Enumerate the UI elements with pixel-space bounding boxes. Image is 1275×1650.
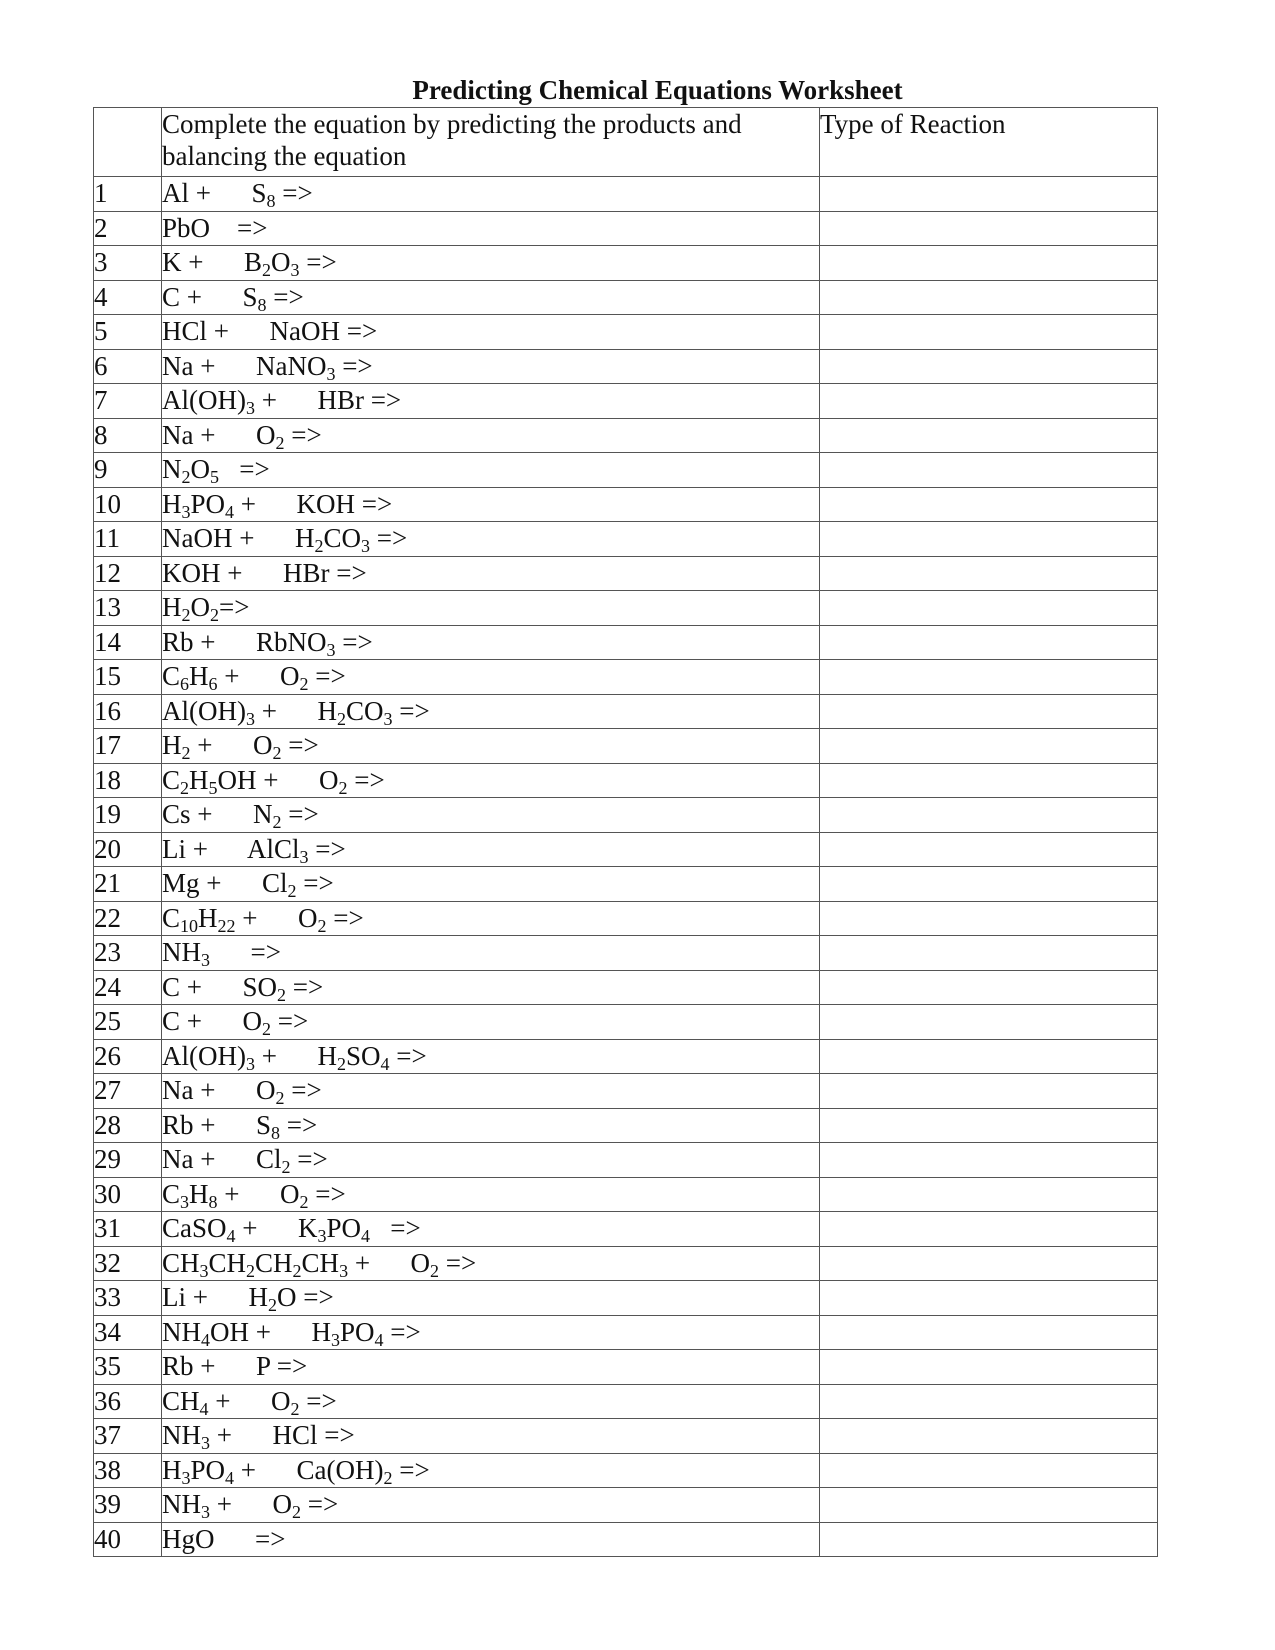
table-row: [94, 418, 1158, 453]
table-row: [94, 1108, 1158, 1143]
row-number: 33: [94, 1281, 162, 1316]
equation-cell: Rb + RbNO$_3$ =>: [162, 625, 820, 660]
reaction-type-cell[interactable]: [820, 1039, 1158, 1074]
row-number: 21: [94, 867, 162, 902]
reaction-type-cell[interactable]: [820, 1384, 1158, 1419]
equation-cell: Cs + $N_2$ =>: [162, 798, 820, 833]
equation-cell: C + $SO_2$ =>: [162, 970, 820, 1005]
row-number: 8: [94, 418, 162, 453]
table-row: [94, 1281, 1158, 1316]
reaction-type-cell[interactable]: [820, 1281, 1158, 1316]
table-row: [94, 1039, 1158, 1074]
table-row: [94, 177, 1158, 212]
reaction-type-cell[interactable]: [820, 901, 1158, 936]
equation-cell: HCl + NaOH =>: [162, 315, 820, 350]
reaction-type-cell[interactable]: [820, 867, 1158, 902]
table-row: [94, 729, 1158, 764]
table-row: [94, 798, 1158, 833]
table-row: [94, 1246, 1158, 1281]
reaction-type-cell[interactable]: [820, 729, 1158, 764]
reaction-type-cell[interactable]: [820, 1074, 1158, 1109]
equation-cell: Li + $H_2O$ =>: [162, 1281, 820, 1316]
equation-cell: Mg + $Cl_2$ =>: [162, 867, 820, 902]
equation-cell: $NH_3$ =>: [162, 936, 820, 971]
row-number: 14: [94, 625, 162, 660]
row-number: 24: [94, 970, 162, 1005]
reaction-type-cell[interactable]: [820, 315, 1158, 350]
reaction-type-cell[interactable]: [820, 1177, 1158, 1212]
table-header-row: [94, 108, 1158, 177]
reaction-type-cell[interactable]: [820, 694, 1158, 729]
reaction-type-cell[interactable]: [820, 453, 1158, 488]
row-number: 37: [94, 1419, 162, 1454]
reaction-type-cell[interactable]: [820, 487, 1158, 522]
equation-cell: $CH_3CH_2CH_2CH_3$ + $O_2$ =>: [162, 1246, 820, 1281]
table-row: [94, 936, 1158, 971]
table-row: [94, 832, 1158, 867]
header-number-cell: [94, 108, 162, 177]
equation-cell: Na + $O_2$ =>: [162, 1074, 820, 1109]
table-row: [94, 315, 1158, 350]
reaction-type-cell[interactable]: [820, 384, 1158, 419]
reaction-type-cell[interactable]: [820, 763, 1158, 798]
equation-cell: C + $S_8$ =>: [162, 280, 820, 315]
equation-cell: C + $O_2$ =>: [162, 1005, 820, 1040]
equation-cell: K + $B_2O_3$ =>: [162, 246, 820, 281]
equation-cell: $NH_3$ + HCl =>: [162, 1419, 820, 1454]
reaction-type-cell[interactable]: [820, 349, 1158, 384]
reaction-type-cell[interactable]: [820, 1453, 1158, 1488]
row-number: 1: [94, 177, 162, 212]
row-number: 27: [94, 1074, 162, 1109]
table-row: [94, 625, 1158, 660]
row-number: 29: [94, 1143, 162, 1178]
table-row: [94, 211, 1158, 246]
reaction-type-cell[interactable]: [820, 211, 1158, 246]
row-number: 26: [94, 1039, 162, 1074]
row-number: 15: [94, 660, 162, 695]
equation-cell: NaOH + $H_2CO_3$ =>: [162, 522, 820, 557]
row-number: 19: [94, 798, 162, 833]
table-row: [94, 280, 1158, 315]
table-row: [94, 1143, 1158, 1178]
reaction-type-cell[interactable]: [820, 246, 1158, 281]
table-row: [94, 522, 1158, 557]
row-number: 30: [94, 1177, 162, 1212]
row-number: 2: [94, 211, 162, 246]
reaction-type-cell[interactable]: [820, 177, 1158, 212]
worksheet-title: [0, 74, 1275, 106]
reaction-type-cell[interactable]: [820, 1212, 1158, 1247]
equation-cell: $C_2H_5OH$ + $O_2$ =>: [162, 763, 820, 798]
header-type-cell: Type of Reaction: [820, 108, 1158, 177]
equation-cell: $NH_4OH$ + $H_3PO_4$ =>: [162, 1315, 820, 1350]
row-number: 40: [94, 1522, 162, 1557]
row-number: 16: [94, 694, 162, 729]
row-number: 20: [94, 832, 162, 867]
row-number: 10: [94, 487, 162, 522]
reaction-type-cell[interactable]: [820, 1522, 1158, 1557]
table-row: [94, 660, 1158, 695]
reaction-type-cell[interactable]: [820, 1488, 1158, 1523]
reaction-type-cell[interactable]: [820, 1005, 1158, 1040]
worksheet-title-text: Predicting Chemical Equations Worksheet: [412, 75, 903, 105]
table-row: [94, 349, 1158, 384]
row-number: 9: [94, 453, 162, 488]
table-row: [94, 867, 1158, 902]
equation-cell: $Al(OH)_3$ + HBr =>: [162, 384, 820, 419]
row-number: 36: [94, 1384, 162, 1419]
row-number: 12: [94, 556, 162, 591]
reaction-type-cell[interactable]: [820, 522, 1158, 557]
row-number: 5: [94, 315, 162, 350]
table-row: [94, 763, 1158, 798]
table-row: [94, 384, 1158, 419]
row-number: 17: [94, 729, 162, 764]
row-number: 11: [94, 522, 162, 557]
reaction-type-cell[interactable]: [820, 1315, 1158, 1350]
row-number: 7: [94, 384, 162, 419]
equation-cell: Rb + $S_8$ =>: [162, 1108, 820, 1143]
equation-cell: $Al(OH)_3$ + $H_2SO_4$ =>: [162, 1039, 820, 1074]
equation-cell: $N_2O_5$ =>: [162, 453, 820, 488]
table-row: [94, 487, 1158, 522]
equations-table: [93, 107, 1158, 1557]
table-row: [94, 1419, 1158, 1454]
equation-cell: Li + AlCl$_3$ =>: [162, 832, 820, 867]
table-row: [94, 901, 1158, 936]
row-number: 3: [94, 246, 162, 281]
reaction-type-cell[interactable]: [820, 591, 1158, 626]
row-number: 28: [94, 1108, 162, 1143]
table-row: [94, 1522, 1158, 1557]
table-row: [94, 694, 1158, 729]
reaction-type-cell[interactable]: [820, 798, 1158, 833]
reaction-type-cell[interactable]: [820, 625, 1158, 660]
table-row: [94, 1453, 1158, 1488]
equation-cell: Na + NaNO$_3$ =>: [162, 349, 820, 384]
equation-cell: $Al(OH)_3$ + $H_2CO_3$ =>: [162, 694, 820, 729]
row-number: 6: [94, 349, 162, 384]
table-row: [94, 1488, 1158, 1523]
equation-cell: KOH + HBr =>: [162, 556, 820, 591]
row-number: 31: [94, 1212, 162, 1247]
row-number: 25: [94, 1005, 162, 1040]
reaction-type-cell[interactable]: [820, 1419, 1158, 1454]
table-row: [94, 591, 1158, 626]
reaction-type-cell[interactable]: [820, 1108, 1158, 1143]
row-number: 23: [94, 936, 162, 971]
reaction-type-cell[interactable]: [820, 556, 1158, 591]
table-row: [94, 1005, 1158, 1040]
reaction-type-cell[interactable]: [820, 936, 1158, 971]
table-row: [94, 453, 1158, 488]
reaction-type-cell[interactable]: [820, 970, 1158, 1005]
equation-cell: $H_3PO_4$ + $Ca(OH)_2$ =>: [162, 1453, 820, 1488]
row-number: 35: [94, 1350, 162, 1385]
equation-cell: Na + $Cl_2$ =>: [162, 1143, 820, 1178]
row-number: 18: [94, 763, 162, 798]
equation-cell: $H_2$ + $O_2$ =>: [162, 729, 820, 764]
header-equation-cell: Complete the equation by predicting the products and balancing the equation: [162, 108, 820, 177]
table-row: [94, 1212, 1158, 1247]
equation-cell: Na + $O_2$ =>: [162, 418, 820, 453]
equation-cell: Al + $S_8$ =>: [162, 177, 820, 212]
row-number: 13: [94, 591, 162, 626]
equation-cell: PbO =>: [162, 211, 820, 246]
reaction-type-cell[interactable]: [820, 418, 1158, 453]
table-row: [94, 1350, 1158, 1385]
equation-cell: $C_{10}H_{22}$ + $O_2$ =>: [162, 901, 820, 936]
row-number: 4: [94, 280, 162, 315]
equation-cell: $H_3PO_4$ + KOH =>: [162, 487, 820, 522]
reaction-type-cell[interactable]: [820, 1350, 1158, 1385]
equation-cell: $C_6H_6$ + $O_2$ =>: [162, 660, 820, 695]
row-number: 39: [94, 1488, 162, 1523]
reaction-type-cell[interactable]: [820, 1143, 1158, 1178]
row-number: 38: [94, 1453, 162, 1488]
table-row: [94, 1177, 1158, 1212]
equation-cell: HgO =>: [162, 1522, 820, 1557]
table-row: [94, 556, 1158, 591]
equation-cell: Rb + P =>: [162, 1350, 820, 1385]
reaction-type-cell[interactable]: [820, 280, 1158, 315]
equation-cell: $C_3H_8$ + $O_2$ =>: [162, 1177, 820, 1212]
row-number: 22: [94, 901, 162, 936]
reaction-type-cell[interactable]: [820, 1246, 1158, 1281]
equation-cell: CaSO$_4$ + $K_3PO_4$ =>: [162, 1212, 820, 1247]
table-row: [94, 246, 1158, 281]
row-number: 32: [94, 1246, 162, 1281]
equation-cell: $CH_4$ + $O_2$ =>: [162, 1384, 820, 1419]
equation-cell: $H_2O_2=>$: [162, 591, 820, 626]
reaction-type-cell[interactable]: [820, 832, 1158, 867]
table-row: [94, 1384, 1158, 1419]
reaction-type-cell[interactable]: [820, 660, 1158, 695]
table-row: [94, 970, 1158, 1005]
table-row: [94, 1074, 1158, 1109]
row-number: 34: [94, 1315, 162, 1350]
equation-cell: $NH_3$ + $O_2$ =>: [162, 1488, 820, 1523]
table-row: [94, 1315, 1158, 1350]
